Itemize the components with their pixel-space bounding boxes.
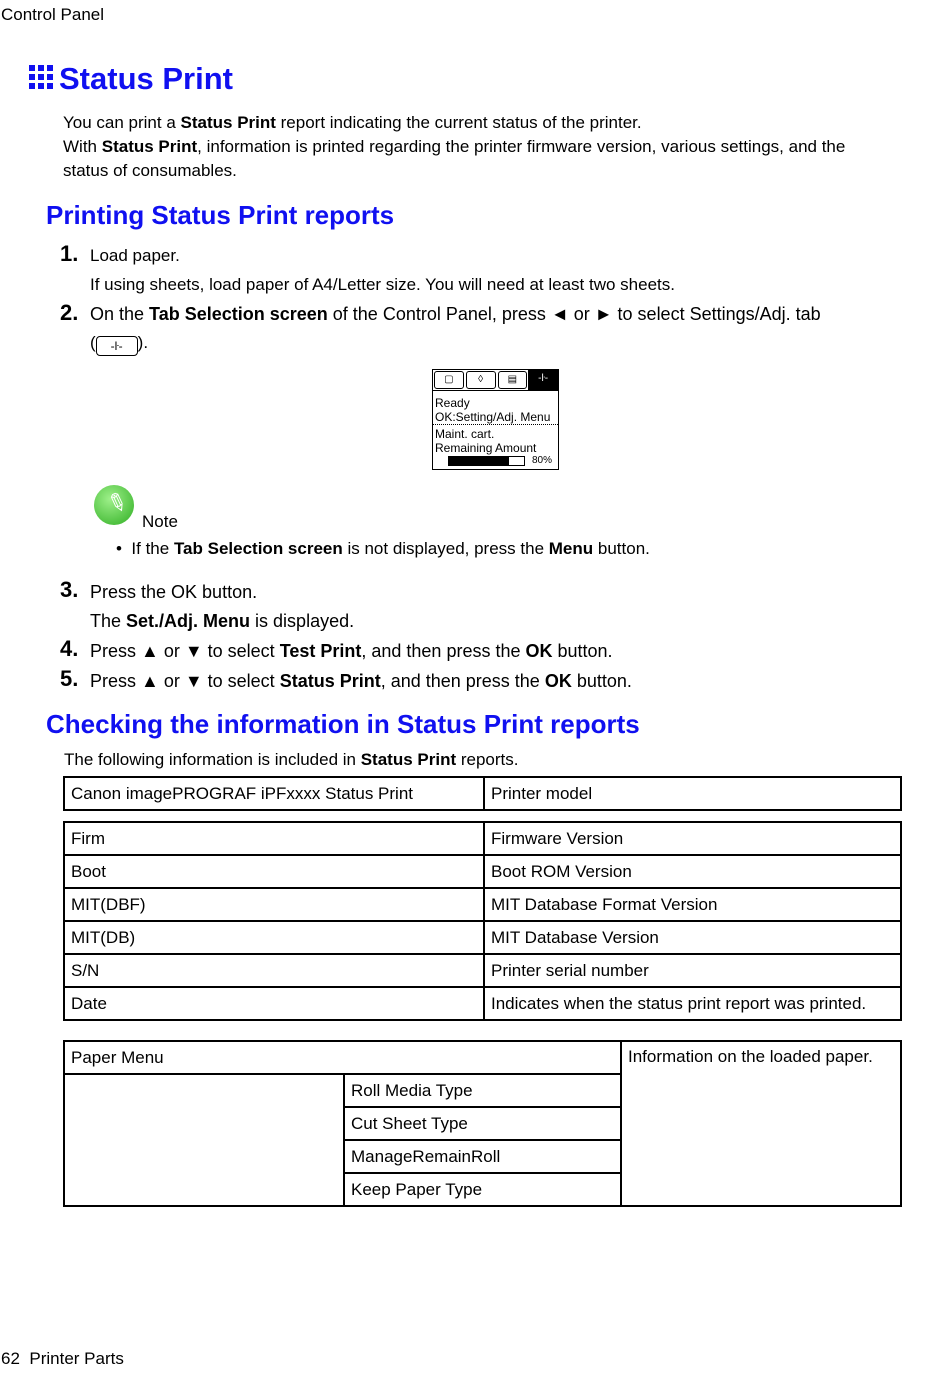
ink-tab-icon: ◊ [466,371,496,389]
cell: Keep Paper Type [344,1173,621,1206]
page-number: 62 [1,1349,20,1368]
step-number: 1. [60,241,79,266]
section-heading: Checking the information in Status Print reports [46,709,640,739]
step-text: Press ▲ or ▼ to select Test Print, and then press the OK button. [90,641,613,661]
note-text: • If the Tab Selection screen is not displayed, press the Menu button. [116,539,650,558]
table-row: Firm Firmware Version [64,822,901,855]
step-number: 3. [60,577,79,602]
footer-section: Printer Parts [29,1349,124,1368]
lcd-line: OK:Setting/Adj. Menu [433,410,558,425]
table-row: MIT(DB) MIT Database Version [64,921,901,954]
step-text-cont: ( -ŀ- ). [90,331,148,356]
lcd-line: Remaining Amount [435,441,537,455]
cell: Information on the loaded paper. [621,1041,901,1206]
cell: Cut Sheet Type [344,1107,621,1140]
cell: Paper Menu [64,1041,621,1074]
table-row: S/N Printer serial number [64,954,901,987]
grid-icon [29,65,53,89]
info-text: The following information is included in Status Print reports. [64,750,519,769]
note-label: Note [142,512,178,531]
step-text: Press ▲ or ▼ to select Status Print, and then press the OK button. [90,671,632,691]
intro: You can print a Status Print report indicating the current status of the printer. With Status Print, information is printed regarding the printer firmware version, various settings, and the status of consumables. [63,113,846,180]
step-text: On the Tab Selection screen of the Control Panel, press ◄ or ► to select Settings/Adj. tab [90,304,821,324]
lcd-line: Maint. cart. [435,427,495,441]
settings-tab-icon: -ŀ- [528,370,558,390]
paper-menu-table [63,1040,902,1207]
running-header: Control Panel [1,5,105,24]
table-row: Date Indicates when the status print report was printed. [64,987,901,1020]
table-row: Boot Boot ROM Version [64,855,901,888]
firmware-table [63,821,902,1021]
cell: Roll Media Type [344,1074,621,1107]
page-title: Status Print [59,61,233,96]
cell-empty [64,1074,344,1206]
cell: ManageRemainRoll [344,1140,621,1173]
paper-tab-icon: ▢ [434,371,464,389]
step-number: 2. [60,300,79,325]
step-number: 5. [60,666,79,691]
step-text: Press the OK button. [90,582,258,602]
info-tab-icon: ▤ [498,371,528,389]
settings-tab-icon: -ŀ- [96,336,138,356]
lcd-line: Ready [435,396,470,410]
lcd-screen [432,369,559,470]
table-row: MIT(DBF) MIT Database Format Version [64,888,901,921]
cell: Printer model [484,777,901,810]
footer [1,1347,124,1371]
model-table [63,776,902,811]
cell: Canon imagePROGRAF iPFxxxx Status Print [64,777,484,810]
remaining-percent: 80% [531,455,552,466]
step-subtext: If using sheets, load paper of A4/Letter size. You will need at least two sheets. [90,275,675,294]
step-text: Load paper. [90,246,180,265]
step-number: 4. [60,636,79,661]
section-heading: Printing Status Print reports [46,200,395,230]
note-pencil-icon: ✎ [94,485,134,525]
step-subtext: The Set./Adj. Menu is displayed. [90,611,355,631]
remaining-bar [448,456,525,466]
